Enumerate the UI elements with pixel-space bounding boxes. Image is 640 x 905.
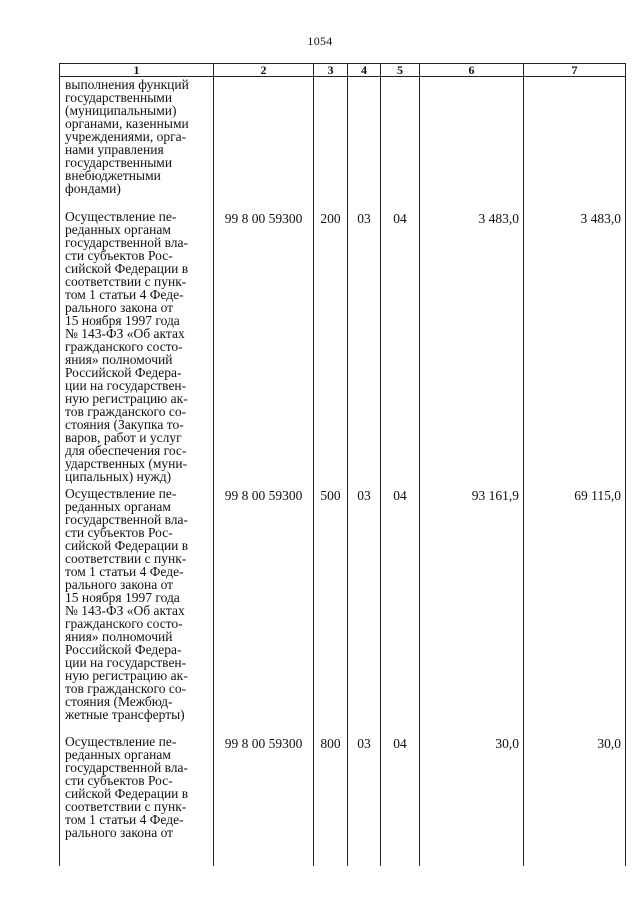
name-line: рального закона от	[65, 825, 174, 840]
pr-cell	[381, 77, 420, 211]
name-line: рального закона от	[65, 577, 174, 592]
rz-cell	[348, 77, 381, 211]
name-line: тов гражданского со-	[65, 404, 187, 419]
sum2-cell: 3 483,0	[524, 210, 626, 487]
sum2-cell: 30,0	[524, 735, 626, 866]
table-row	[60, 735, 626, 866]
name-line: Осуществление пе-	[65, 209, 177, 224]
header-col-5: 5	[381, 64, 420, 77]
name-line: ную регистрацию ак-	[65, 668, 188, 683]
header-col-2: 2	[214, 64, 314, 77]
vr-cell: 800	[314, 735, 348, 866]
name-line: 15 ноября 1997 года	[65, 313, 180, 328]
sum1-cell: 30,0	[420, 735, 524, 866]
name-line: реданных органам	[65, 499, 171, 514]
name-line: 15 ноября 1997 года	[65, 590, 180, 605]
name-line: Осуществление пе-	[65, 486, 177, 501]
name-line: гражданского состо-	[65, 339, 183, 354]
name-line: ципальных) нужд)	[65, 469, 172, 484]
name-line: сти субъектов Рос-	[65, 773, 173, 788]
vr-cell: 200	[314, 210, 348, 487]
name-line: государственной вла-	[65, 760, 189, 775]
table-row	[60, 487, 626, 735]
vr-cell: 500	[314, 487, 348, 735]
row-name-cell	[60, 77, 214, 211]
name-line: соответствии с пунк-	[65, 799, 187, 814]
name-line: Российской Федера-	[65, 642, 182, 657]
name-line: ную регистрацию ак-	[65, 391, 188, 406]
name-line: сийской Федерации в	[65, 538, 189, 553]
name-line: стояния (Закупка то-	[65, 417, 184, 432]
name-line: соответствии с пунк-	[65, 274, 187, 289]
sum1-cell: 3 483,0	[420, 210, 524, 487]
name-line: соответствии с пунк-	[65, 551, 187, 566]
table-header-row	[60, 64, 626, 77]
name-line: Российской Федера-	[65, 365, 182, 380]
name-line: сийской Федерации в	[65, 786, 189, 801]
sum1-cell	[420, 77, 524, 211]
name-line: ции на государствен-	[65, 655, 187, 670]
name-line: (муниципальными)	[65, 103, 177, 118]
budget-table	[59, 63, 626, 866]
name-line: тов гражданского со-	[65, 681, 187, 696]
name-line: государственной вла-	[65, 512, 189, 527]
name-line: № 143-ФЗ «Об актах	[65, 603, 185, 618]
csr-cell	[214, 77, 314, 211]
name-line: стояния (Межбюд-	[65, 694, 173, 709]
name-line: том 1 статьи 4 Феде-	[65, 812, 184, 827]
name-line: внебюджетными	[65, 168, 161, 183]
name-line: рального закона от	[65, 300, 174, 315]
row-name-cell	[60, 487, 214, 735]
header-col-1: 1	[60, 64, 214, 77]
sum1-cell: 93 161,9	[420, 487, 524, 735]
name-line: сийской Федерации в	[65, 261, 189, 276]
name-line: № 143-ФЗ «Об актах	[65, 326, 185, 341]
name-line: Осуществление пе-	[65, 734, 177, 749]
name-line: государственными	[65, 90, 173, 105]
name-line: для обеспечения гос-	[65, 443, 187, 458]
page-number: 1054	[307, 34, 333, 48]
header-col-4: 4	[348, 64, 381, 77]
name-line: ции на государствен-	[65, 378, 187, 393]
csr-cell: 99 8 00 59300	[214, 487, 314, 735]
row-name-cell	[60, 735, 214, 866]
name-line: яния» полномочий	[65, 629, 173, 644]
name-line: учреждениями, орга-	[65, 129, 187, 144]
name-line: ударственных (муни-	[65, 456, 188, 471]
header-col-3: 3	[314, 64, 348, 77]
name-line: нами управления	[65, 142, 164, 157]
name-line: том 1 статьи 4 Феде-	[65, 287, 184, 302]
pr-cell: 04	[381, 735, 420, 866]
pr-cell: 04	[381, 210, 420, 487]
sum2-cell	[524, 77, 626, 211]
name-line: фондами)	[65, 181, 121, 196]
table-row	[60, 210, 626, 487]
name-line: реданных органам	[65, 747, 171, 762]
row-name-cell	[60, 210, 214, 487]
pr-cell: 04	[381, 487, 420, 735]
name-line: гражданского состо-	[65, 616, 183, 631]
name-line: варов, работ и услуг	[65, 430, 182, 445]
vr-cell	[314, 77, 348, 211]
header-col-7: 7	[524, 64, 626, 77]
name-line: государственными	[65, 155, 173, 170]
csr-cell: 99 8 00 59300	[214, 735, 314, 866]
table-row	[60, 77, 626, 211]
name-line: органами, казенными	[65, 116, 189, 131]
rz-cell: 03	[348, 735, 381, 866]
header-col-6: 6	[420, 64, 524, 77]
name-line: жетные трансферты)	[65, 707, 185, 722]
csr-cell: 99 8 00 59300	[214, 210, 314, 487]
name-line: яния» полномочий	[65, 352, 173, 367]
name-line: выполнения функций	[65, 77, 189, 92]
name-line: сти субъектов Рос-	[65, 248, 173, 263]
name-line: том 1 статьи 4 Феде-	[65, 564, 184, 579]
rz-cell: 03	[348, 210, 381, 487]
rz-cell: 03	[348, 487, 381, 735]
name-line: государственной вла-	[65, 235, 189, 250]
sum2-cell: 69 115,0	[524, 487, 626, 735]
name-line: сти субъектов Рос-	[65, 525, 173, 540]
name-line: реданных органам	[65, 222, 171, 237]
